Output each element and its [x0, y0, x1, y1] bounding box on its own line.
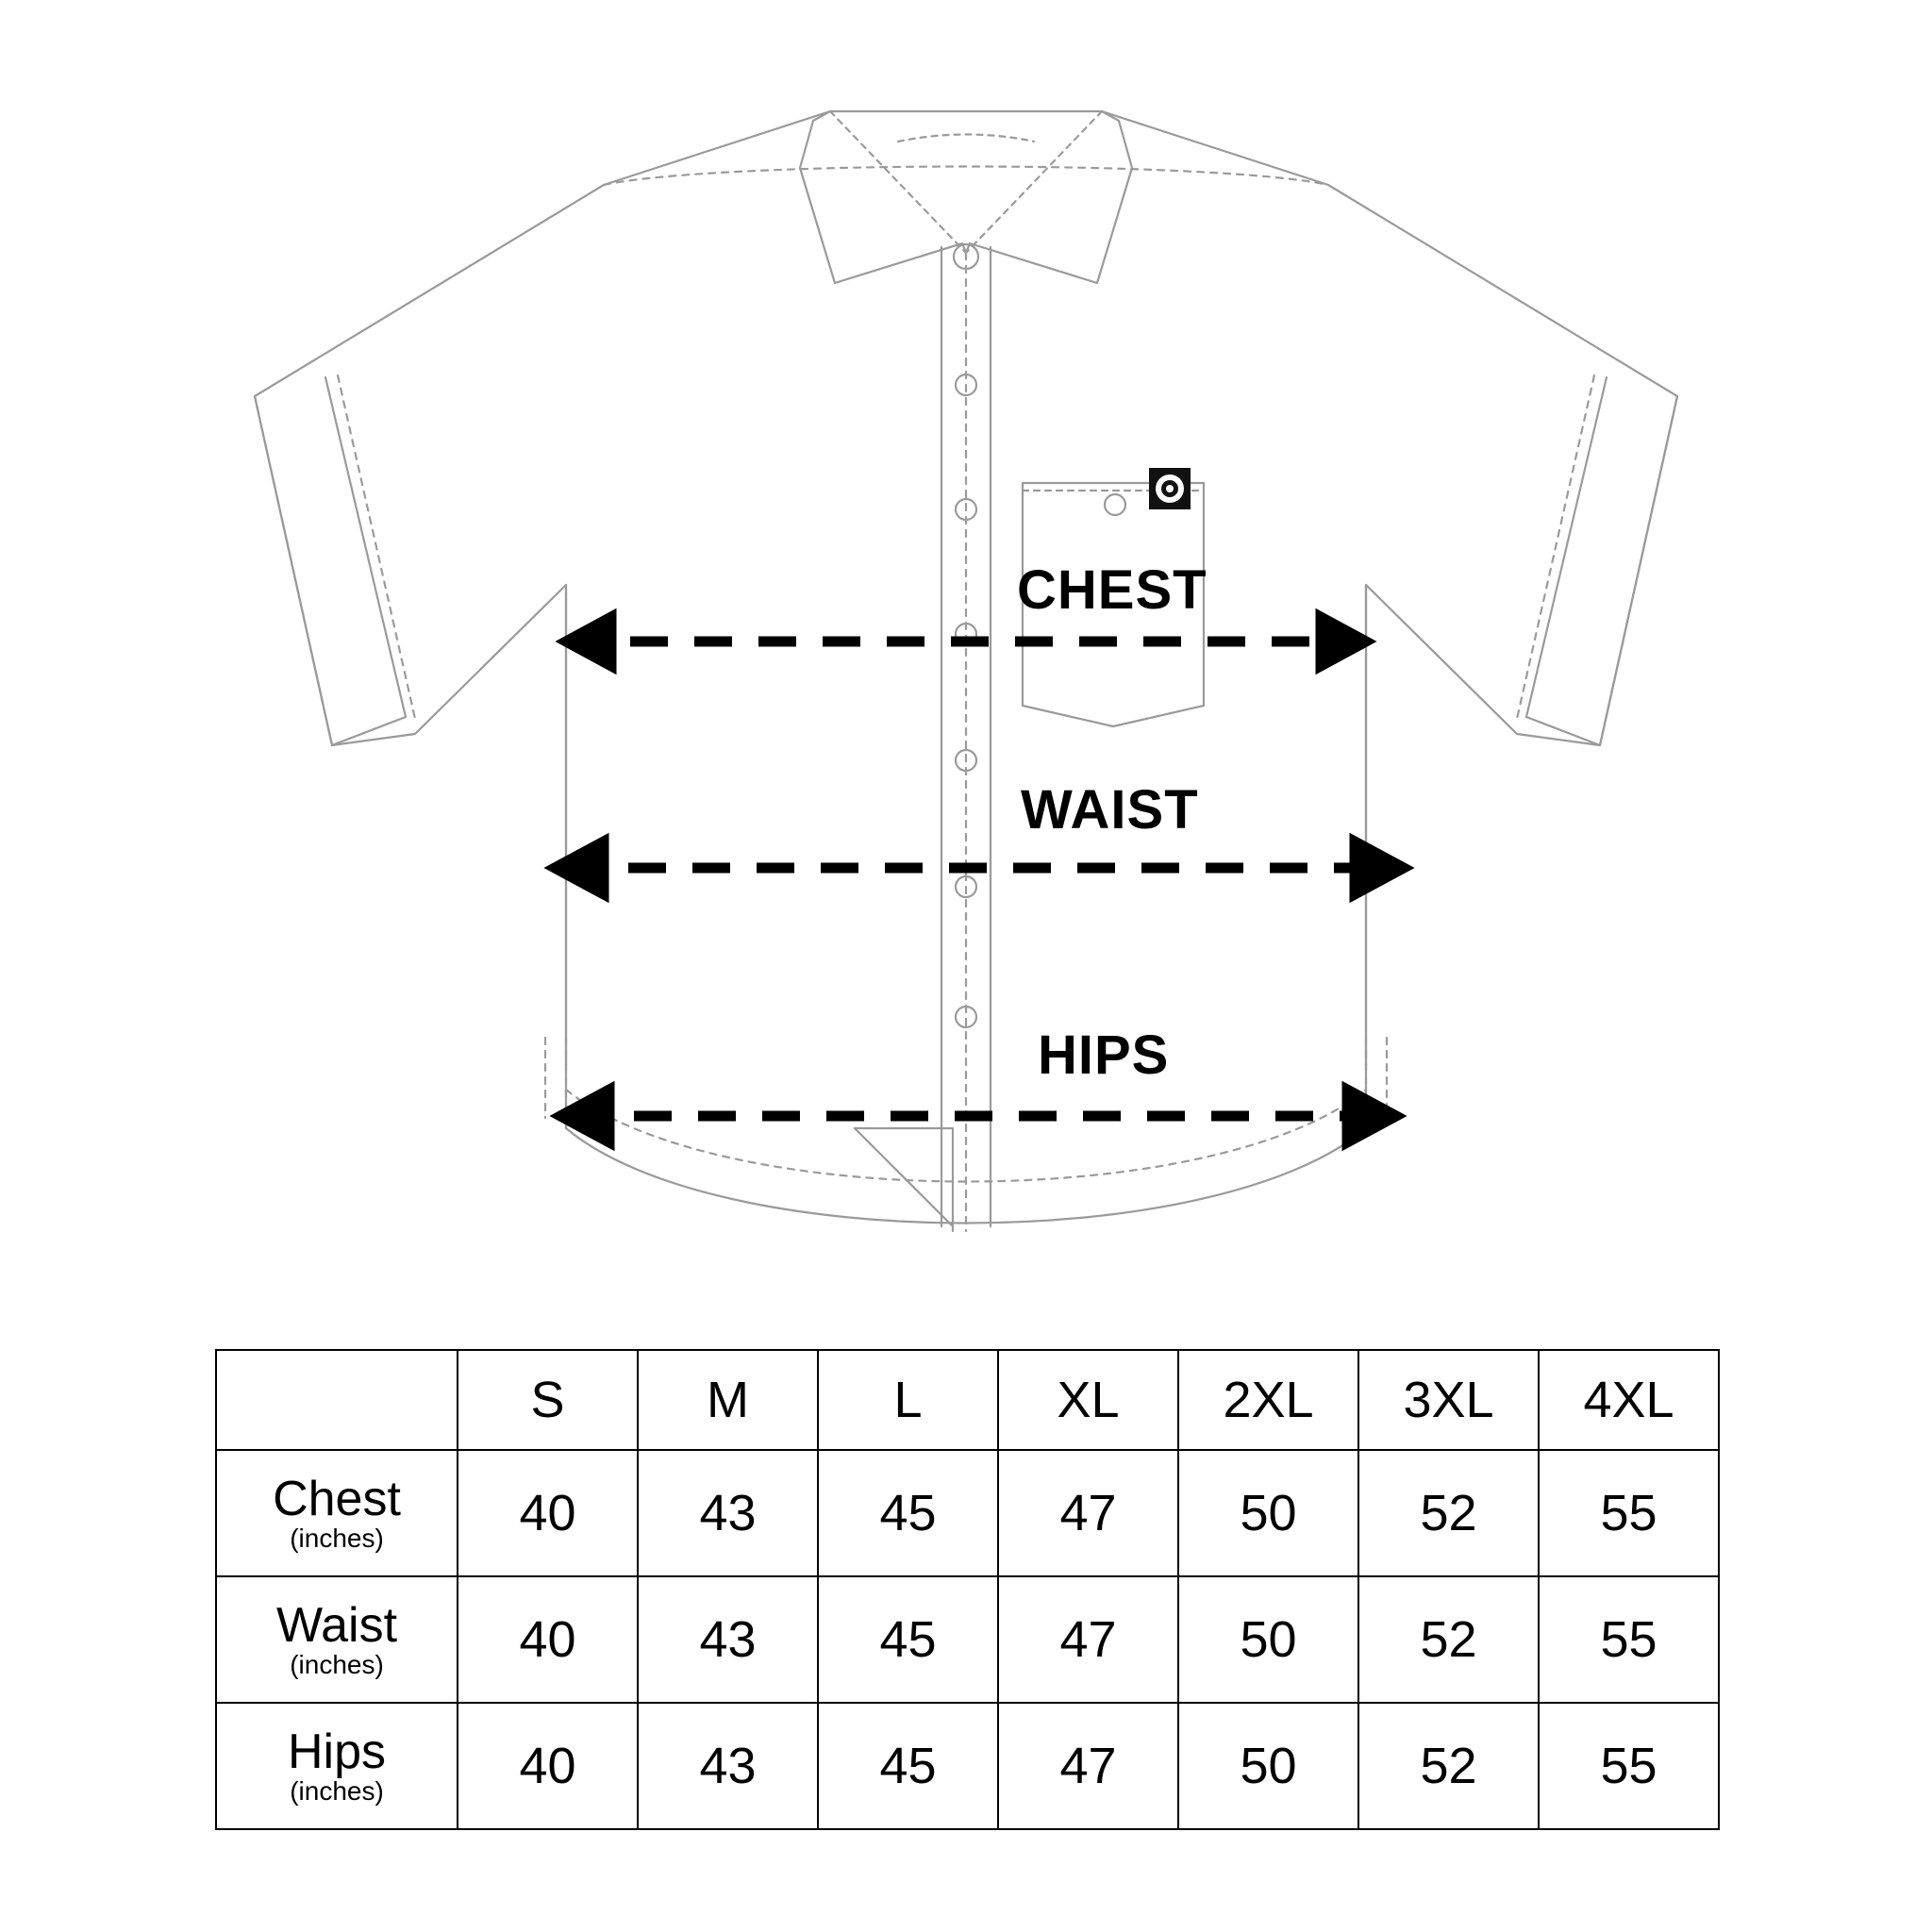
size-header-s: S: [458, 1350, 638, 1450]
row-header-chest: [216, 1450, 458, 1576]
waist-value-3xl: 52: [1358, 1576, 1539, 1703]
table-corner-cell: [216, 1350, 458, 1450]
row-header-waist-name: Waist: [275, 1598, 398, 1653]
chest-value-2xl: 50: [1178, 1450, 1358, 1576]
waist-value-m: 43: [638, 1576, 818, 1703]
size-header-2xl: 2XL: [1178, 1350, 1358, 1450]
chest-value-l: 45: [818, 1450, 998, 1576]
chest-value-s: 40: [458, 1450, 638, 1576]
pocket-logo-icon: [1149, 468, 1191, 509]
row-header-chest-name: Chest: [273, 1472, 401, 1526]
hips-value-m: 43: [638, 1703, 818, 1829]
size-header-m: M: [638, 1350, 818, 1450]
waist-value-l: 45: [818, 1576, 998, 1703]
size-header-l: L: [818, 1350, 998, 1450]
hips-value-xl: 47: [998, 1703, 1178, 1829]
size-header-3xl: 3XL: [1358, 1350, 1539, 1450]
chest-value-m: 43: [638, 1450, 818, 1576]
hips-value-s: 40: [458, 1703, 638, 1829]
chest-value-xl: 47: [998, 1450, 1178, 1576]
row-header-waist: [216, 1576, 458, 1703]
table-header-row: [216, 1350, 1719, 1450]
table-row: [216, 1576, 1719, 1703]
waist-value-4xl: 55: [1539, 1576, 1719, 1703]
table-row: [216, 1703, 1719, 1829]
hips-value-l: 45: [818, 1703, 998, 1829]
size-header-4xl: 4XL: [1539, 1350, 1719, 1450]
hips-value-4xl: 55: [1539, 1703, 1719, 1829]
row-header-hips-unit: (inches): [290, 1776, 384, 1806]
row-header-hips: [216, 1703, 458, 1829]
waist-value-xl: 47: [998, 1576, 1178, 1703]
table-row: [216, 1450, 1719, 1576]
waist-measure-label: WAIST: [1021, 779, 1199, 841]
size-table: [215, 1349, 1720, 1830]
waist-value-s: 40: [458, 1576, 638, 1703]
chest-value-4xl: 55: [1539, 1450, 1719, 1576]
size-header-xl: XL: [998, 1350, 1178, 1450]
row-header-chest-unit: (inches): [290, 1524, 384, 1553]
chest-value-3xl: 52: [1358, 1450, 1539, 1576]
waist-value-2xl: 50: [1178, 1576, 1358, 1703]
hips-measure-label: HIPS: [1038, 1024, 1170, 1086]
hips-value-2xl: 50: [1178, 1703, 1358, 1829]
chest-measure-label: CHEST: [1017, 559, 1208, 621]
row-header-waist-unit: (inches): [290, 1650, 384, 1679]
row-header-hips-name: Hips: [287, 1724, 387, 1779]
hips-value-3xl: 52: [1358, 1703, 1539, 1829]
